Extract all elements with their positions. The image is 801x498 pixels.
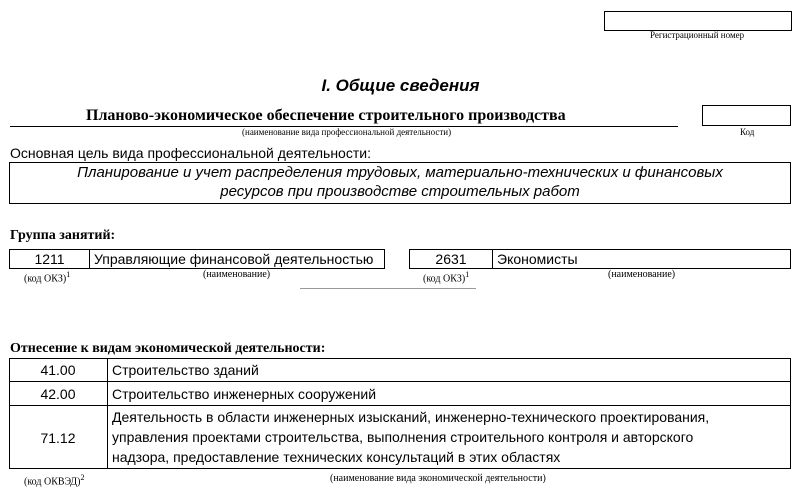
okz-name-2: Экономисты [492, 249, 791, 269]
okved-code-2: 42.00 [40, 386, 76, 402]
okved-name-3-line1: Деятельность в области инженерных изысканий, инженерно-технического проектирования, [112, 409, 710, 425]
okz-name-caption-1: (наименование) [203, 269, 271, 280]
okved-col-divider [107, 358, 108, 469]
goal-text-line1: Планирование и учет распределения трудовых, материально-технических и финансовых [77, 164, 723, 181]
okved-name-3-line3: надзора, предоставление технических консультаций в этих областях [112, 449, 561, 465]
okved-code-3: 71.12 [40, 430, 76, 446]
okz-name-caption-2: (наименование) [608, 269, 676, 280]
activity-name: Планово-экономическое обеспечение строительного производства [86, 107, 566, 124]
okz-code-1: 1211 [9, 249, 90, 269]
registration-number-box[interactable] [604, 11, 792, 31]
okved-name-3-line2: управления проектами строительства, выполнения строительного контроля и авторского [112, 429, 694, 445]
okz-code-caption-1-text: (код ОКЗ) [24, 273, 67, 285]
okz-code-caption-2-text: (код ОКЗ) [423, 273, 466, 285]
economic-activities-label: Отнесение к видам экономической деятельности: [10, 341, 326, 356]
okved-code-1: 41.00 [40, 362, 76, 378]
okved-row-divider-2 [9, 405, 791, 406]
goal-text-line2: ресурсов при производстве строительных работ [220, 183, 580, 200]
footnote-2: 2 [80, 473, 85, 482]
okved-name-2: Строительство инженерных сооружений [112, 386, 377, 402]
okz-code-2: 2631 [409, 249, 493, 269]
section-title: I. Общие сведения [321, 76, 480, 95]
registration-number-label: Регистрационный номер [650, 30, 745, 40]
activity-caption: (наименование вида профессиональной деятельности) [242, 127, 452, 137]
footnote-1b: 1 [465, 270, 470, 279]
okved-name-caption: (наименование вида экономической деятельности) [330, 473, 546, 484]
activity-code-label: Код [740, 127, 755, 137]
activity-code-box[interactable] [702, 105, 791, 126]
goal-label: Основная цель вида профессиональной деятельности: [10, 145, 371, 161]
okz-code-caption-2 [423, 270, 469, 284]
okz-name-1: Управляющие финансовой деятельностью [89, 249, 385, 269]
footnote-1: 1 [66, 270, 71, 279]
occupation-group-label: Группа занятий: [10, 228, 116, 243]
okved-code-caption-text: (код ОКВЭД) [24, 476, 81, 488]
okved-row-divider-1 [9, 381, 791, 382]
okz-code-caption-1 [24, 270, 70, 284]
okved-name-1: Строительство зданий [112, 362, 259, 378]
okved-code-caption [24, 473, 84, 487]
occupation-divider [300, 288, 476, 289]
